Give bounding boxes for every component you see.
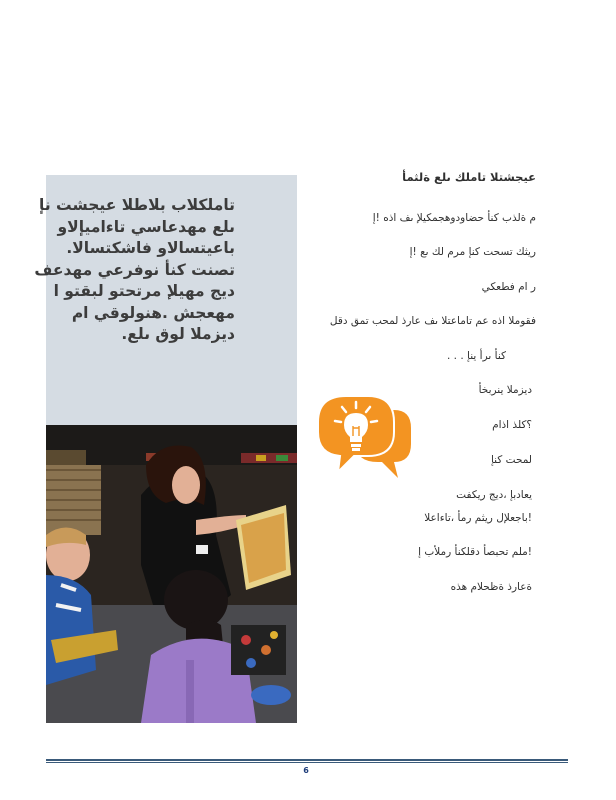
tip-item: ؟كلذ اذام (492, 419, 532, 431)
classroom-photo-illustration (46, 425, 297, 723)
tip-item: يعادبإ ،ديج ريكفت (456, 489, 532, 501)
tip-item: فقوملا اذه عم تاماعتلا ىف عارذ لمحب تمق دقل (329, 315, 536, 327)
quote-text (34, 195, 235, 346)
quote-line: تصنت كنأ نوفرعي مهدعف (34, 260, 235, 279)
tip-item: !باجعلإل ريثم رمأ ،تاءاعلا (424, 512, 532, 524)
tip-item: كنأ ىرأ ينإ . . . (447, 350, 506, 362)
classroom-photo (46, 425, 297, 723)
quote-line: مهعجش .هنولوقي ام (71, 303, 235, 322)
tip-item: ةعارذ ةظحلام هذه (450, 581, 532, 593)
footer-rule (46, 759, 568, 761)
quote-line: باعيتسالاو فاشكتسالا. (66, 239, 235, 257)
quote-box (34, 175, 297, 425)
lightbulb-speech-bubble-icon (316, 392, 412, 480)
quote-line: ديج مهيلإ مرتحتو لبقتو ا (53, 282, 235, 300)
tip-item: لمحت كنإ (490, 454, 532, 466)
tips-heading: عيجشتلا تاملك ىلع ةلثمأ (402, 170, 536, 184)
quote-line: تاملكلاب بلاطلا عيجشت نإ (39, 196, 235, 214)
page-number: 6 (303, 766, 309, 775)
tip-item: ريثك تسحت كنإ مرم لك ىع !إ (409, 246, 536, 258)
quote-line: ىلع مهدعاسي تاءاميإلاو (57, 217, 235, 236)
tip-item: !ملم تحبصأ دقلكنأ رملأب إ (418, 546, 532, 558)
tip-item: م ةلذب كنأ حضاودوهجمكيلإ ىف اذه !إ (372, 212, 536, 224)
tip-item: ر ام فطعكي (481, 281, 536, 293)
quote-line: ديزملا لوق ىلع. (121, 325, 235, 343)
tip-item: ديزملا ينربخأ (478, 384, 532, 396)
footer-rule (46, 762, 568, 763)
